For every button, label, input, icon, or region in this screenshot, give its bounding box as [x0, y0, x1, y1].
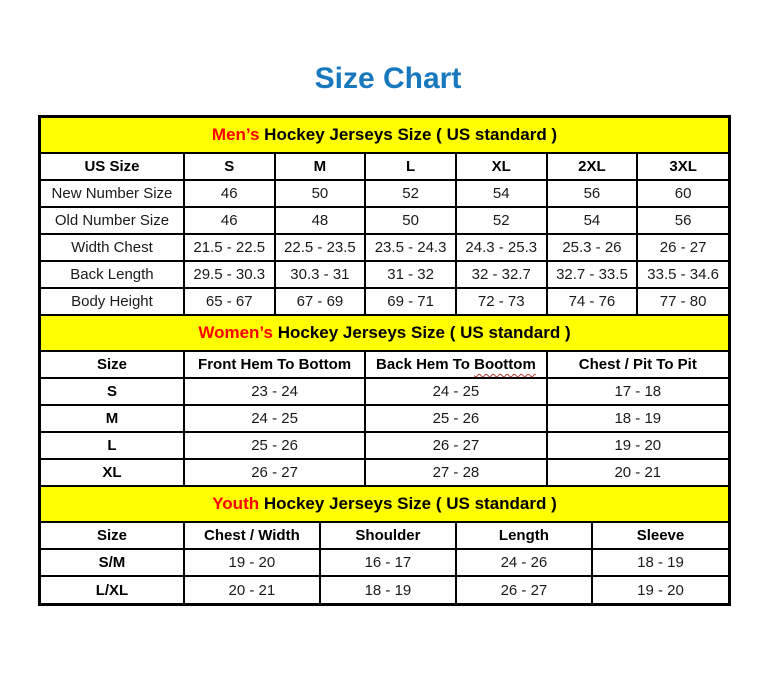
- table-row: [41, 459, 728, 486]
- size-value-cell: 19 - 20: [547, 432, 728, 459]
- size-value-cell: 18 - 19: [592, 549, 728, 576]
- table-row: [41, 180, 728, 207]
- row-label: XL: [41, 459, 184, 486]
- size-value-cell: 22.5 - 23.5: [275, 234, 366, 261]
- size-value-cell: 54: [547, 207, 638, 234]
- size-value-cell: 18 - 19: [320, 576, 456, 603]
- size-value-cell: 24.3 - 25.3: [456, 234, 547, 261]
- size-value-cell: 25 - 26: [184, 432, 365, 459]
- size-value-cell: 30.3 - 31: [275, 261, 366, 288]
- section-band-row: [41, 487, 728, 522]
- size-value-cell: 25.3 - 26: [547, 234, 638, 261]
- column-header-row: [41, 522, 728, 549]
- column-header: Chest / Width: [184, 522, 320, 549]
- row-label: Back Length: [41, 261, 184, 288]
- size-value-cell: 25 - 26: [365, 405, 546, 432]
- table-row: [41, 549, 728, 576]
- size-value-cell: 32.7 - 33.5: [547, 261, 638, 288]
- column-header: Sleeve: [592, 522, 728, 549]
- section-mens: [41, 118, 728, 316]
- size-value-cell: 46: [184, 207, 275, 234]
- row-label: L: [41, 432, 184, 459]
- column-header: Front Hem To Bottom: [184, 351, 365, 378]
- table-row: [41, 576, 728, 603]
- size-value-cell: 24 - 25: [184, 405, 365, 432]
- column-header: Size: [41, 351, 184, 378]
- size-value-cell: 27 - 28: [365, 459, 546, 486]
- section-title-womens: [41, 316, 728, 351]
- size-value-cell: 26 - 27: [456, 576, 592, 603]
- size-value-cell: 26 - 27: [365, 432, 546, 459]
- size-value-cell: 20 - 21: [547, 459, 728, 486]
- size-value-cell: 77 - 80: [637, 288, 728, 315]
- column-header: 3XL: [637, 153, 728, 180]
- size-value-cell: 18 - 19: [547, 405, 728, 432]
- column-header: Shoulder: [320, 522, 456, 549]
- size-value-cell: 23.5 - 24.3: [365, 234, 456, 261]
- size-value-cell: 52: [456, 207, 547, 234]
- size-value-cell: 17 - 18: [547, 378, 728, 405]
- size-value-cell: 56: [637, 207, 728, 234]
- size-value-cell: 56: [547, 180, 638, 207]
- size-value-cell: 29.5 - 30.3: [184, 261, 275, 288]
- section-accent-word: Youth: [212, 494, 260, 513]
- size-value-cell: 52: [365, 180, 456, 207]
- table-row: [41, 261, 728, 288]
- column-header: 2XL: [547, 153, 638, 180]
- row-label: New Number Size: [41, 180, 184, 207]
- table-row: [41, 432, 728, 459]
- size-value-cell: 54: [456, 180, 547, 207]
- size-value-cell: 67 - 69: [275, 288, 366, 315]
- column-header-row: [41, 351, 728, 378]
- column-header: Chest / Pit To Pit: [547, 351, 728, 378]
- table-row: [41, 405, 728, 432]
- row-label: L/XL: [41, 576, 184, 603]
- table-row: [41, 207, 728, 234]
- page-title: Size Chart: [314, 62, 462, 95]
- section-title-text: Hockey Jerseys Size ( US standard ): [259, 494, 557, 513]
- size-value-cell: 16 - 17: [320, 549, 456, 576]
- column-header: S: [184, 153, 275, 180]
- size-value-cell: 20 - 21: [184, 576, 320, 603]
- size-value-cell: 19 - 20: [184, 549, 320, 576]
- section-band-row: [41, 316, 728, 351]
- size-value-cell: 32 - 32.7: [456, 261, 547, 288]
- table-row: [41, 288, 728, 315]
- misspelled-word: Boottom: [474, 356, 536, 373]
- column-header: Size: [41, 522, 184, 549]
- section-title-text: Hockey Jerseys Size ( US standard ): [272, 323, 571, 342]
- size-value-cell: 21.5 - 22.5: [184, 234, 275, 261]
- size-value-cell: 23 - 24: [184, 378, 365, 405]
- size-value-cell: 69 - 71: [365, 288, 456, 315]
- size-value-cell: 50: [365, 207, 456, 234]
- section-womens: [41, 316, 728, 487]
- size-value-cell: 46: [184, 180, 275, 207]
- column-header: Length: [456, 522, 592, 549]
- section-title-text: Hockey Jerseys Size ( US standard ): [259, 125, 558, 144]
- size-value-cell: 72 - 73: [456, 288, 547, 315]
- column-header: Back Hem To Boottom: [365, 351, 546, 378]
- row-label: Old Number Size: [41, 207, 184, 234]
- size-value-cell: 65 - 67: [184, 288, 275, 315]
- row-label: S/M: [41, 549, 184, 576]
- column-header: L: [365, 153, 456, 180]
- column-header-row: [41, 153, 728, 180]
- size-value-cell: 26 - 27: [184, 459, 365, 486]
- table-row: [41, 234, 728, 261]
- size-value-cell: 60: [637, 180, 728, 207]
- size-value-cell: 74 - 76: [547, 288, 638, 315]
- column-header: M: [275, 153, 366, 180]
- section-title-mens: [41, 118, 728, 153]
- section-accent-word: Women’s: [198, 323, 273, 342]
- size-value-cell: 24 - 25: [365, 378, 546, 405]
- size-value-cell: 50: [275, 180, 366, 207]
- size-value-cell: 33.5 - 34.6: [637, 261, 728, 288]
- row-label: M: [41, 405, 184, 432]
- row-label: Width Chest: [41, 234, 184, 261]
- section-accent-word: Men’s: [211, 125, 260, 144]
- size-value-cell: 24 - 26: [456, 549, 592, 576]
- section-band-row: [41, 118, 728, 153]
- size-value-cell: 48: [275, 207, 366, 234]
- size-value-cell: 31 - 32: [365, 261, 456, 288]
- row-label: S: [41, 378, 184, 405]
- size-value-cell: 26 - 27: [637, 234, 728, 261]
- table-row: [41, 378, 728, 405]
- size-chart: [38, 115, 731, 606]
- column-header: US Size: [41, 153, 184, 180]
- section-title-youth: [41, 487, 728, 522]
- size-value-cell: 19 - 20: [592, 576, 728, 603]
- section-youth: [41, 487, 728, 603]
- column-header: XL: [456, 153, 547, 180]
- row-label: Body Height: [41, 288, 184, 315]
